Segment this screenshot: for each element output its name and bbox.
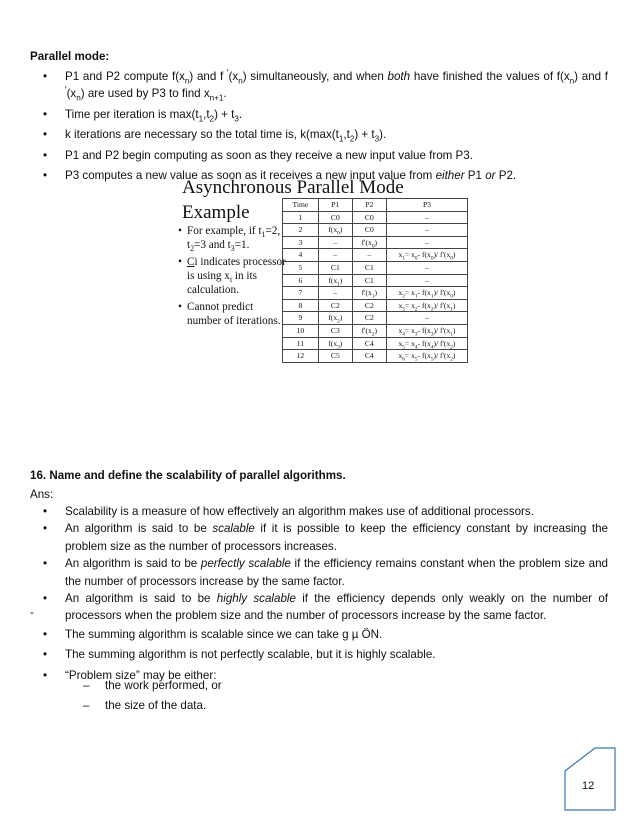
cell-time: 1: [283, 211, 319, 224]
cell-p2: C2: [352, 312, 386, 325]
parallel-mode-heading: Parallel mode:: [30, 50, 110, 63]
table-row: [283, 211, 468, 224]
slide-notes: [178, 224, 288, 328]
cell-time: 7: [283, 287, 319, 300]
cell-p1: $f(x_1)$: [318, 274, 352, 287]
list-item: – the size of the data.: [83, 697, 222, 714]
list-item: • k iterations are necessary so the total time is, $k(\max(t_1,t_2) + t_3)$.: [30, 126, 608, 143]
ans-label: Ans:: [30, 488, 54, 501]
list-item: • An algorithm is said to be perfectly scalable if the efficiency remains constant when the problem size and the number of processors increase by the same factor.: [30, 555, 608, 590]
cell-p1: –: [318, 236, 352, 249]
header-p3: P3: [386, 199, 467, 212]
slide-title-line1: Asynchronous Parallel Mode: [182, 177, 404, 198]
table-row: [283, 287, 468, 300]
cell-p2: C2: [352, 299, 386, 312]
header-p1: P1: [318, 199, 352, 212]
table-row: [283, 312, 468, 325]
cell-p2: C4: [352, 350, 386, 363]
cell-time: 4: [283, 249, 319, 262]
cell-p2: $f'(x_2)$: [352, 324, 386, 337]
scalability-bullets: [30, 503, 608, 625]
cell-time: 3: [283, 236, 319, 249]
cell-p1: C5: [318, 350, 352, 363]
slide-image: [178, 176, 468, 376]
list-item: • P1 and P2 begin computing as soon as they receive a new input value from P3.: [30, 147, 608, 164]
list-item: – the work performed, or: [83, 677, 222, 694]
table-header-row: [283, 199, 468, 212]
list-item: • Time per iteration is $\max(t_1,t_2) + t_3$.: [30, 106, 608, 123]
cell-p1: C0: [318, 211, 352, 224]
table-body: [283, 211, 468, 362]
cell-time: 12: [283, 350, 319, 363]
cell-p3: –: [386, 224, 467, 237]
list-item: • An algorithm is said to be highly scalable if the efficiency depends only weakly on the number of processors when the problem size and the number of processors increase by the same factor.: [30, 590, 608, 625]
table-row: [283, 350, 468, 363]
cell-p2: C4: [352, 337, 386, 350]
cell-p2: C0: [352, 224, 386, 237]
cell-p3: –: [386, 261, 467, 274]
problem-size-subitems: [83, 677, 222, 715]
cell-p1: $f(x_3)$: [318, 337, 352, 350]
cell-p1: C3: [318, 324, 352, 337]
page-number-badge: [562, 744, 618, 814]
cell-p3: –: [386, 312, 467, 325]
iteration-table: [282, 198, 468, 363]
cell-p3: $x_2= x_1-$ $f(x_1)/$ $f'(x_0)$: [386, 287, 467, 300]
list-item: • P1 and P2 compute $f(x_n)$ and f $^ꞌ(x_n)$ simultaneously, and when both have finished the values of $f(x_n)$ and f $^ꞌ(x_n)$ are used by P3 to find $x_{n+1}$.: [30, 68, 608, 103]
cell-p1: C1: [318, 261, 352, 274]
header-time: Time: [283, 199, 319, 212]
list-item: • “Problem size” may be either:: [30, 667, 608, 684]
slide-note: • Ci indicates processor is using $x_i$ in its calculation.: [178, 255, 288, 298]
cell-p3: $x_3= x_2-$ $f(x_2)/$ $f'(x_1)$: [386, 299, 467, 312]
cell-time: 6: [283, 274, 319, 287]
slide-title-line2: Example: [182, 201, 250, 223]
list-item: • The summing algorithm is not perfectly scalable, but it is highly scalable.: [30, 646, 608, 663]
cell-p2: $f'(x_1)$: [352, 287, 386, 300]
cell-p1: $f(x_0)$: [318, 224, 352, 237]
list-item: • P3 computes a new value as soon as it receives a new input value from either P1 or P2.: [30, 167, 608, 184]
cell-time: 11: [283, 337, 319, 350]
slide-note: • Cannot predict number of iterations.: [178, 300, 288, 329]
cell-time: 8: [283, 299, 319, 312]
stray-mark: -: [30, 606, 34, 619]
cell-p2: C1: [352, 261, 386, 274]
cell-p3: $x_5= x_4-$ $f(x_4)/$ $f'(x_2)$: [386, 337, 467, 350]
list-item: • An algorithm is said to be scalable if it is possible to keep the efficiency constant by increasing the problem size as the number of processors increases.: [30, 520, 608, 555]
cell-p2: C1: [352, 274, 386, 287]
table-row: [283, 337, 468, 350]
cell-p1: –: [318, 249, 352, 262]
scalability-bullets-2: [30, 626, 608, 684]
cell-time: 5: [283, 261, 319, 274]
cell-time: 9: [283, 312, 319, 325]
list-item: • The summing algorithm is scalable since we can take g µ ÖN.: [30, 626, 608, 643]
cell-p3: –: [386, 236, 467, 249]
cell-p1: –: [318, 287, 352, 300]
cell-time: 10: [283, 324, 319, 337]
table-row: [283, 274, 468, 287]
cell-p2: $f'(x_0)$: [352, 236, 386, 249]
cell-p1: $f(x_2)$: [318, 312, 352, 325]
table-row: [283, 224, 468, 237]
cell-p3: $x_1= x_0-$ $f(x_0)/$ $f'(x_0)$: [386, 249, 467, 262]
header-p2: P2: [352, 199, 386, 212]
page-number: 12: [582, 780, 595, 792]
cell-p3: –: [386, 211, 467, 224]
cell-p3: –: [386, 274, 467, 287]
list-item: • Scalability is a measure of how effectively an algorithm makes use of additional processors.: [30, 503, 608, 520]
cell-p1: C2: [318, 299, 352, 312]
table-row: [283, 249, 468, 262]
table-row: [283, 324, 468, 337]
parallel-mode-bullets: [30, 68, 608, 184]
scalability-heading: 16. Name and define the scalability of parallel algorithms.: [30, 469, 346, 482]
table-row: [283, 236, 468, 249]
cell-p3: $x_4= x_3-$ $f(x_3)/$ $f'(x_1)$: [386, 324, 467, 337]
table-row: [283, 299, 468, 312]
slide-note: • For example, if $t_1=2$, $t_2=3$ and $t_3=1$.: [178, 224, 288, 253]
table-row: [283, 261, 468, 274]
cell-p2: C0: [352, 211, 386, 224]
cell-time: 2: [283, 224, 319, 237]
cell-p3: $x_6= x_5-$ $f(x_5)/$ $f'(x_2)$: [386, 350, 467, 363]
cell-p2: –: [352, 249, 386, 262]
